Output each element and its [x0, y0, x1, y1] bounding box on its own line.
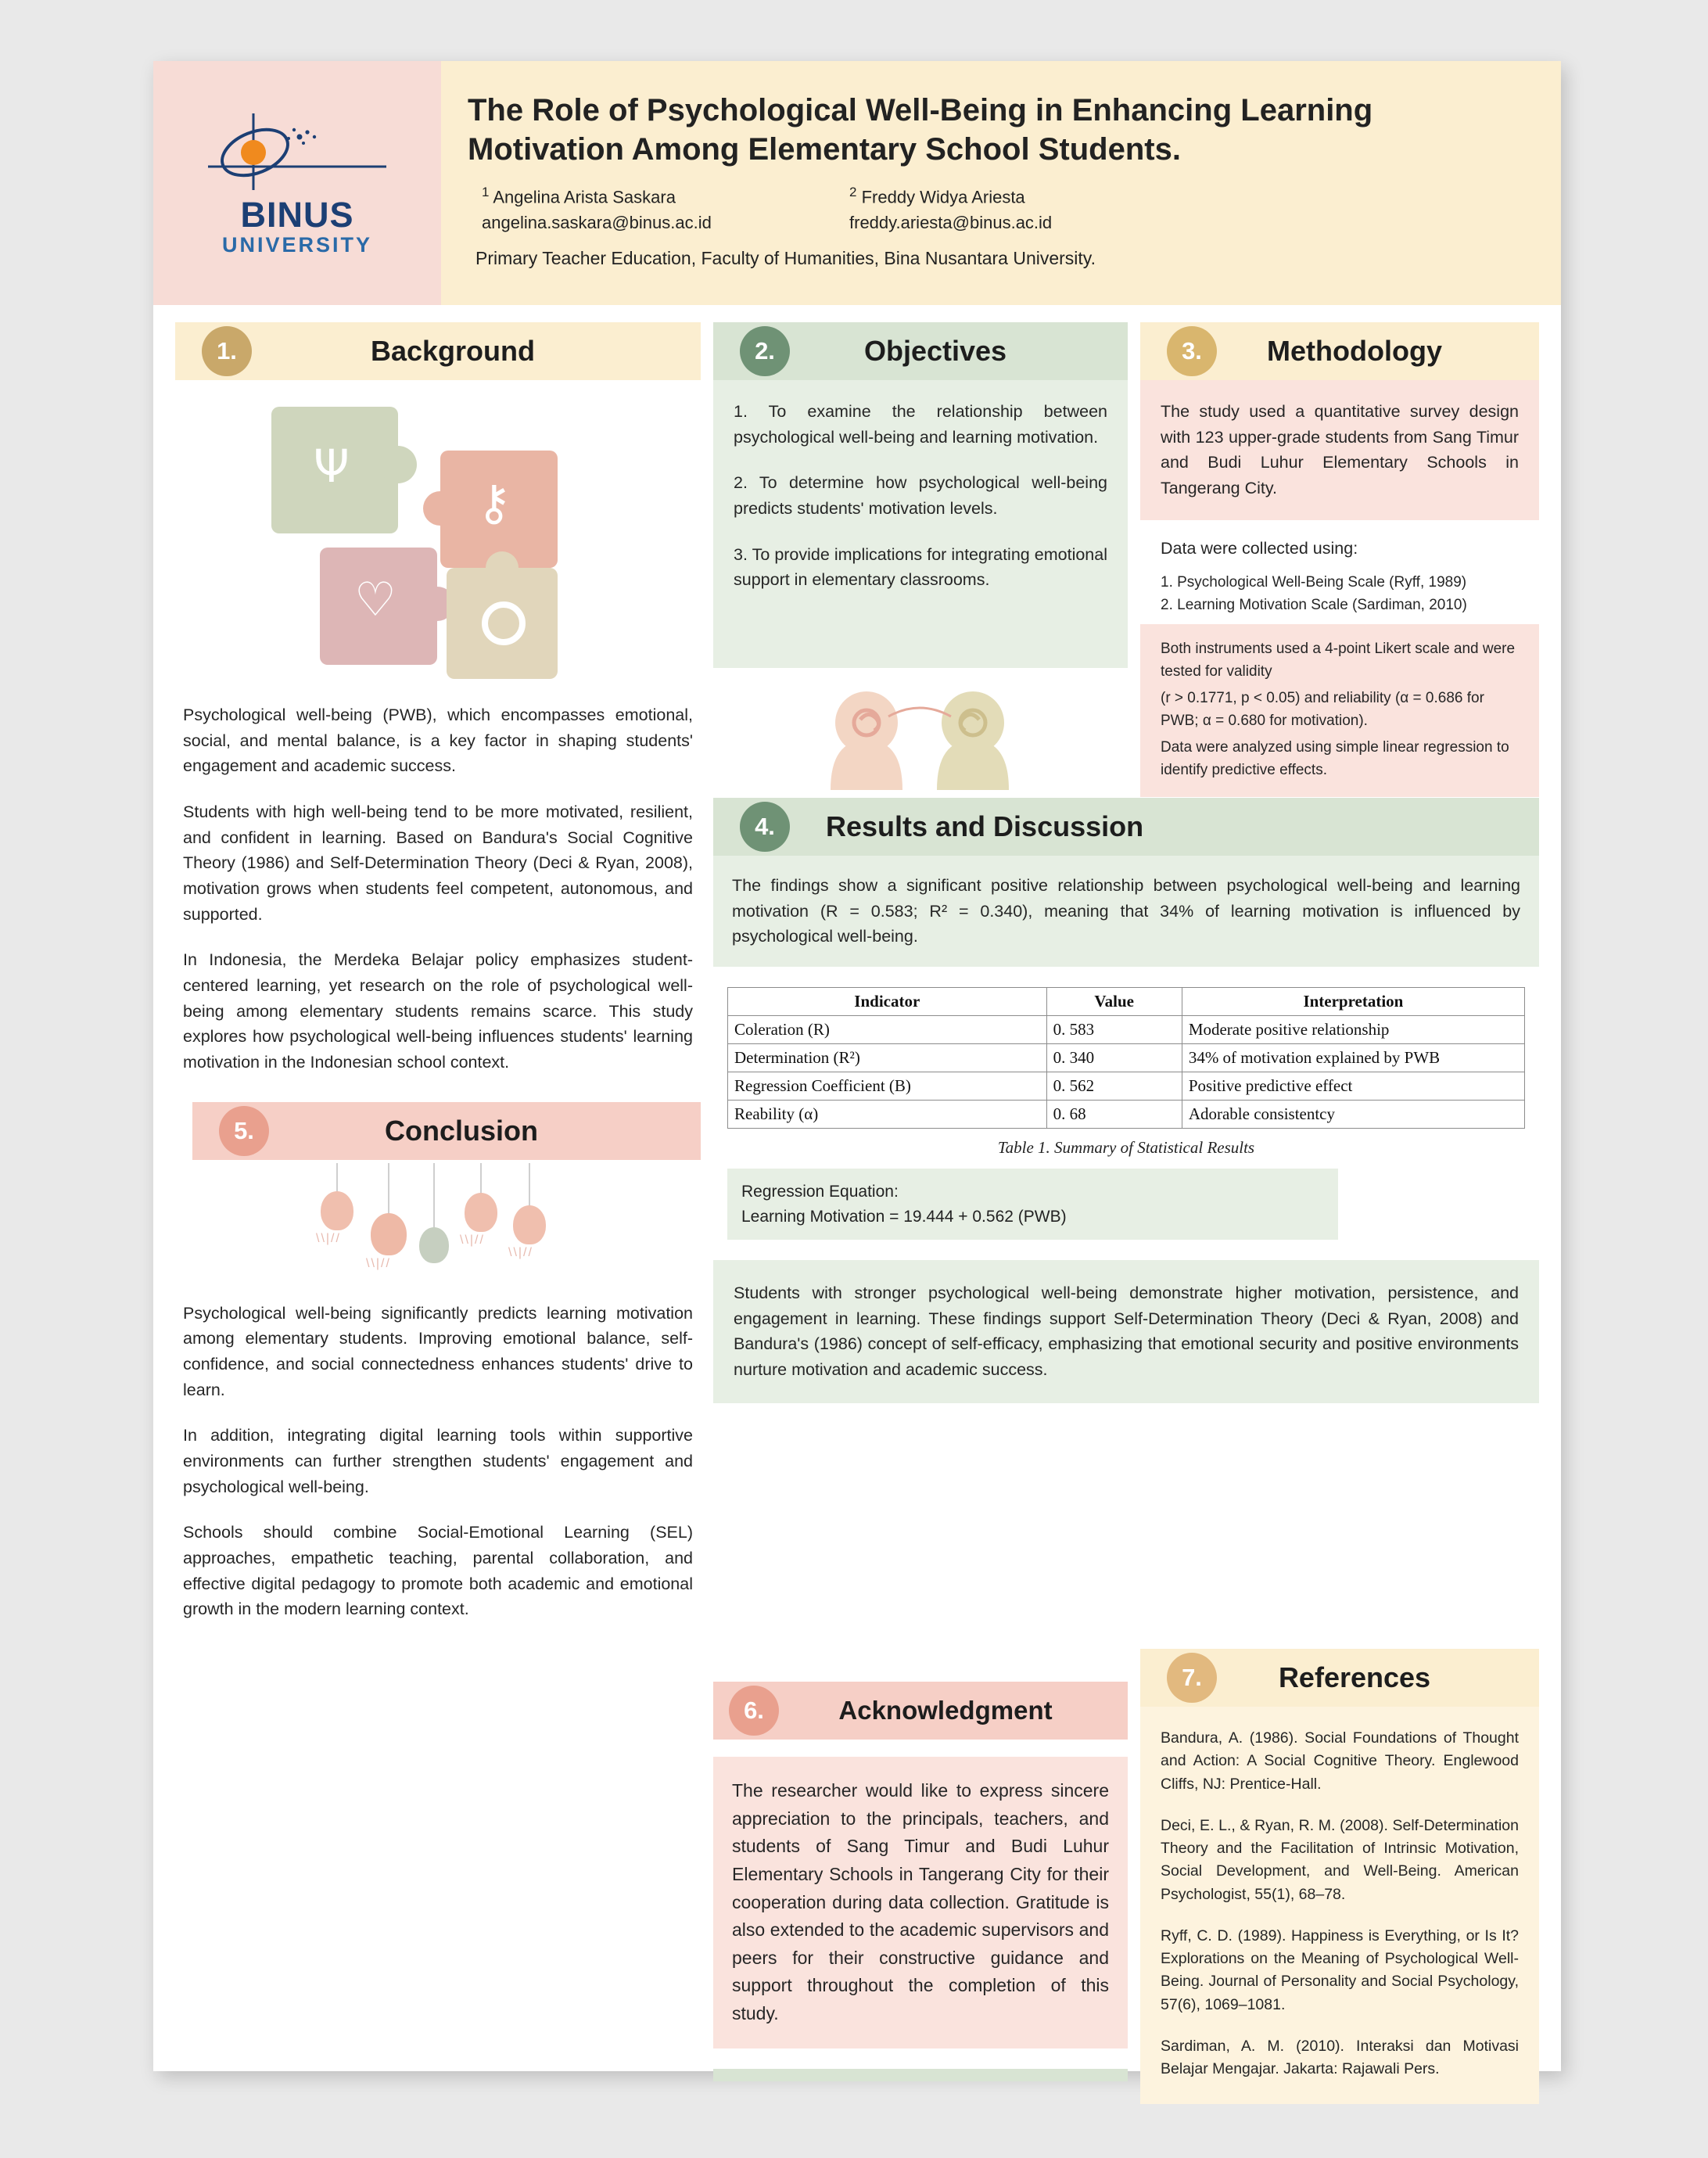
- methodology-instruments-box: [1140, 520, 1539, 625]
- methodology-design-box: [1140, 380, 1539, 520]
- poster-body: [153, 305, 1561, 2077]
- section-number-methodology: 3.: [1167, 326, 1217, 376]
- bulb-rays: \\|//: [460, 1233, 485, 1247]
- puzzle-nub: [423, 491, 458, 526]
- methodology-instrument-1: 1. Psychological Well-Being Scale (Ryff, 1989): [1161, 574, 1467, 591]
- table-caption: Table 1. Summary of Statistical Results: [997, 1138, 1255, 1158]
- results-discussion-box: [713, 1260, 1539, 1403]
- cell-indicator: Coleration (R): [728, 1016, 1047, 1044]
- left-column: [175, 322, 701, 1643]
- logo-binus-text: BINUS: [240, 194, 354, 235]
- references-section: [1140, 1649, 1539, 2104]
- cell-interpretation: Positive predictive effect: [1182, 1072, 1524, 1101]
- references-body: [1140, 1707, 1539, 2104]
- bulb-icon: [419, 1227, 449, 1263]
- section-header-methodology: [1140, 322, 1539, 380]
- bulb-icon: [321, 1191, 353, 1230]
- authors-row: [468, 182, 1534, 235]
- bulb-stem: [529, 1163, 530, 1207]
- table-header-row: [728, 988, 1525, 1016]
- section-number-objectives: 2.: [740, 326, 790, 376]
- faces-illustration: [713, 673, 1128, 790]
- cell-interpretation: 34% of motivation explained by PWB: [1182, 1044, 1524, 1072]
- key-icon: ⚷: [476, 474, 512, 531]
- section-title-acknowledgment: Acknowledgment: [838, 1696, 1053, 1725]
- objectives-body: [713, 380, 1128, 668]
- regression-box: [727, 1169, 1338, 1240]
- cell-indicator: Reability (α): [728, 1101, 1047, 1129]
- reference-item: Sardiman, A. M. (2010). Interaksi dan Motivasi Belajar Mengajar. Jakarta: Rajawali Pers.: [1161, 2037, 1519, 2077]
- author-1-name: Angelina Arista Saskara: [493, 187, 676, 207]
- table-row: [728, 1016, 1525, 1044]
- puzzle-nub: [486, 551, 518, 584]
- bulb-icon: [513, 1205, 546, 1244]
- methodology-design-text: The study used a quantitative survey design with 123 upper-grade students from Sang Timur and Budi Luhur Elementary Schools in Tangerang City.: [1161, 402, 1519, 498]
- header-title-block: [441, 61, 1561, 305]
- logo-university-text: UNIVERSITY: [221, 233, 373, 257]
- puzzle-nub: [379, 446, 417, 483]
- methodology-collected-label: Data were collected using:: [1161, 538, 1358, 558]
- methodology-notes-box: [1140, 624, 1539, 797]
- results-table-wrap: [713, 967, 1539, 1158]
- bulb-rays: \\|//: [366, 1256, 391, 1270]
- reference-item: Ryff, C. D. (1989). Happiness is Everything, or Is It? Explorations on the Meaning of Psychological Well-Being. Journal of Personality and Social Psychology, 57(6), 1069–1081.: [1161, 1926, 1519, 2013]
- bulb-icon: [465, 1193, 497, 1232]
- conclusion-text-block: [175, 1301, 701, 1622]
- background-paragraph-1: Psychological well-being (PWB), which encompasses emotional, social, and mental balance, is a key factor in shaping students' engagement and academic success.: [183, 706, 693, 776]
- bulb-stem: [336, 1163, 338, 1193]
- puzzle-illustration: [254, 399, 622, 688]
- objective-item-1: 1. To examine the relationship between psychological well-being and learning motivation.: [734, 402, 1107, 447]
- cell-value: 0. 562: [1046, 1072, 1182, 1101]
- puzzle-piece-ring: [447, 568, 558, 679]
- binus-logo-icon: [196, 109, 399, 195]
- section-header-references: [1140, 1649, 1539, 1707]
- regression-label: Regression Equation:: [741, 1183, 899, 1201]
- affiliation: Primary Teacher Education, Faculty of Humanities, Bina Nusantara University.: [475, 248, 1096, 269]
- author-2-name: Freddy Widya Ariesta: [861, 187, 1025, 207]
- university-logo-block: [153, 61, 441, 305]
- section-number-conclusion: 5.: [219, 1106, 269, 1156]
- right-column: [1140, 322, 1539, 797]
- poster-title: The Role of Psychological Well-Being in Enhancing Learning Motivation Among Elementary School Students.: [468, 93, 1373, 167]
- bulb-stem: [480, 1163, 482, 1194]
- section-header-conclusion: [192, 1102, 701, 1160]
- cell-value: 0. 68: [1046, 1101, 1182, 1129]
- ring-icon: [476, 596, 531, 651]
- results-intro-box: [713, 856, 1539, 967]
- conclusion-paragraph-1: Psychological well-being significantly predicts learning motivation among elementary students. Improving emotional balance, self-confidence, and social connectedness enhances students' drive to learn.: [183, 1303, 693, 1399]
- conclusion-paragraph-3: Schools should combine Social-Emotional Learning (SEL) approaches, empathetic teaching, parental collaboration, and effective digital pedagogy to promote both academic and emotional growth in the modern learning context.: [183, 1523, 693, 1619]
- cell-value: 0. 340: [1046, 1044, 1182, 1072]
- table-header-indicator: Indicator: [728, 988, 1047, 1016]
- section-title-references: References: [1278, 1661, 1431, 1693]
- regression-equation: Learning Motivation = 19.444 + 0.562 (PWB): [741, 1207, 1067, 1226]
- table-header-value: Value: [1046, 988, 1182, 1016]
- section-number-acknowledgment: 6.: [729, 1686, 779, 1736]
- puzzle-piece-heart: [320, 548, 437, 665]
- section-number-references: 7.: [1167, 1653, 1217, 1703]
- table-row: [728, 1101, 1525, 1129]
- background-paragraph-2: Students with high well-being tend to be more motivated, resilient, and confident in learning. Based on Bandura's Social Cognitive Theory (1986) and Self-Determination Theory (Deci & Ryan, 2008), motivation grows when students feel competent, autonomous, and supported.: [183, 803, 693, 924]
- section-title-conclusion: Conclusion: [385, 1114, 538, 1147]
- results-discussion-text: Students with stronger psychological well-being demonstrate higher motivation, persistence, and engagement in learning. These findings support Self-Determination Theory (Deci & Ryan, 2008) and Bandura's (1986) concept of self-efficacy, emphasizing that emotional security and positive environments nurture motivation and academic success.: [734, 1284, 1519, 1380]
- psi-icon: Ψ: [314, 440, 350, 493]
- methodology-instrument-2: 2. Learning Motivation Scale (Sardiman, 2010): [1161, 596, 1467, 613]
- objective-item-3: 3. To provide implications for integrating emotional support in elementary classrooms.: [734, 544, 1107, 590]
- methodology-note-2: (r > 0.1771, p < 0.05) and reliability (α = 0.686 for PWB; α = 0.680 for motivation).: [1161, 690, 1484, 729]
- section-header-acknowledgment: [713, 1682, 1128, 1740]
- section-header-results: [713, 798, 1539, 856]
- decorative-bar: [713, 2069, 1128, 2081]
- reference-item: Deci, E. L., & Ryan, R. M. (2008). Self-Determination Theory and the Facilitation of Intrinsic Motivation, Social Development, and Well-Being. American Psychologist, 55(1), 68–78.: [1161, 1816, 1519, 1903]
- author-2: [849, 182, 1052, 235]
- section-title-background: Background: [370, 335, 536, 367]
- acknowledgment-text: The researcher would like to express sincere appreciation to the principals, teachers, and students of Sang Timur and Budi Luhur Elementary Schools in Tangerang City for their cooperation during data collection. Gratitude is also extended to the academic supervisors and peers for their constructive guidance and support throughout the completion of this study.: [732, 1780, 1109, 2024]
- bulb-stem: [433, 1163, 435, 1229]
- results-intro-text: The findings show a significant positive relationship between psychological well-being and learning motivation (R = 0.583; R² = 0.340), meaning that 34% of learning motivation is influenced by psychological well-being.: [732, 876, 1520, 946]
- table-row: [728, 1044, 1525, 1072]
- cell-interpretation: Moderate positive relationship: [1182, 1016, 1524, 1044]
- author-1-marker: 1: [482, 184, 490, 199]
- cell-value: 0. 583: [1046, 1016, 1182, 1044]
- acknowledgment-body: [713, 1757, 1128, 2048]
- poster-header: [153, 61, 1561, 305]
- section-title-results: Results and Discussion: [826, 810, 1144, 842]
- reference-item: Bandura, A. (1986). Social Foundations of Thought and Action: A Social Cognitive Theory. Englewood Cliffs, NJ: Prentice-Hall.: [1161, 1729, 1519, 1793]
- author-2-marker: 2: [849, 184, 857, 199]
- middle-column: [713, 322, 1128, 790]
- section-number-background: 1.: [202, 326, 252, 376]
- academic-poster: [153, 61, 1561, 2077]
- section-title-methodology: Methodology: [1267, 335, 1442, 367]
- bulb-stem: [388, 1163, 389, 1215]
- results-table: [727, 987, 1525, 1129]
- acknowledgment-section: [713, 1682, 1128, 2081]
- logo-wordmark: [222, 196, 372, 257]
- author-1: [482, 182, 849, 235]
- bulb-icon: [371, 1213, 407, 1255]
- bulb-rays: \\|//: [316, 1231, 341, 1245]
- bulb-rays: \\|//: [508, 1245, 533, 1259]
- section-header-objectives: [713, 322, 1128, 380]
- author-2-email: freddy.ariesta@binus.ac.id: [849, 213, 1053, 233]
- section-title-objectives: Objectives: [863, 335, 1007, 367]
- conclusion-paragraph-2: In addition, integrating digital learning tools within supportive environments can further strengthen students' engagement and psychological well-being.: [183, 1426, 693, 1496]
- table-header-interpretation: Interpretation: [1182, 988, 1524, 1016]
- cell-indicator: Regression Coefficient (B): [728, 1072, 1047, 1101]
- heart-icon: ♡: [354, 573, 396, 627]
- cell-indicator: Determination (R²): [728, 1044, 1047, 1072]
- cell-interpretation: Adorable consistentcy: [1182, 1101, 1524, 1129]
- lightbulbs-illustration: [175, 1163, 701, 1280]
- puzzle-piece-key: [440, 451, 558, 568]
- objective-item-2: 2. To determine how psychological well-being predicts students' motivation levels.: [734, 473, 1107, 519]
- section-header-background: [175, 322, 701, 380]
- results-section: [713, 798, 1539, 1403]
- puzzle-piece-psi: [271, 407, 398, 533]
- author-1-email: angelina.saskara@binus.ac.id: [482, 213, 712, 233]
- section-number-results: 4.: [740, 802, 790, 852]
- table-row: [728, 1072, 1525, 1101]
- background-paragraph-3: In Indonesia, the Merdeka Belajar policy emphasizes student-centered learning, yet research on the role of psychological well-being among elementary students remains scarce. This study explores how psychological well-being influences students' learning motivation in the Indonesian school context.: [183, 950, 693, 1072]
- methodology-note-1: Both instruments used a 4-point Likert scale and were tested for validity: [1161, 641, 1516, 680]
- background-text-block: [175, 702, 701, 1075]
- methodology-note-3: Data were analyzed using simple linear regression to identify predictive effects.: [1161, 739, 1509, 778]
